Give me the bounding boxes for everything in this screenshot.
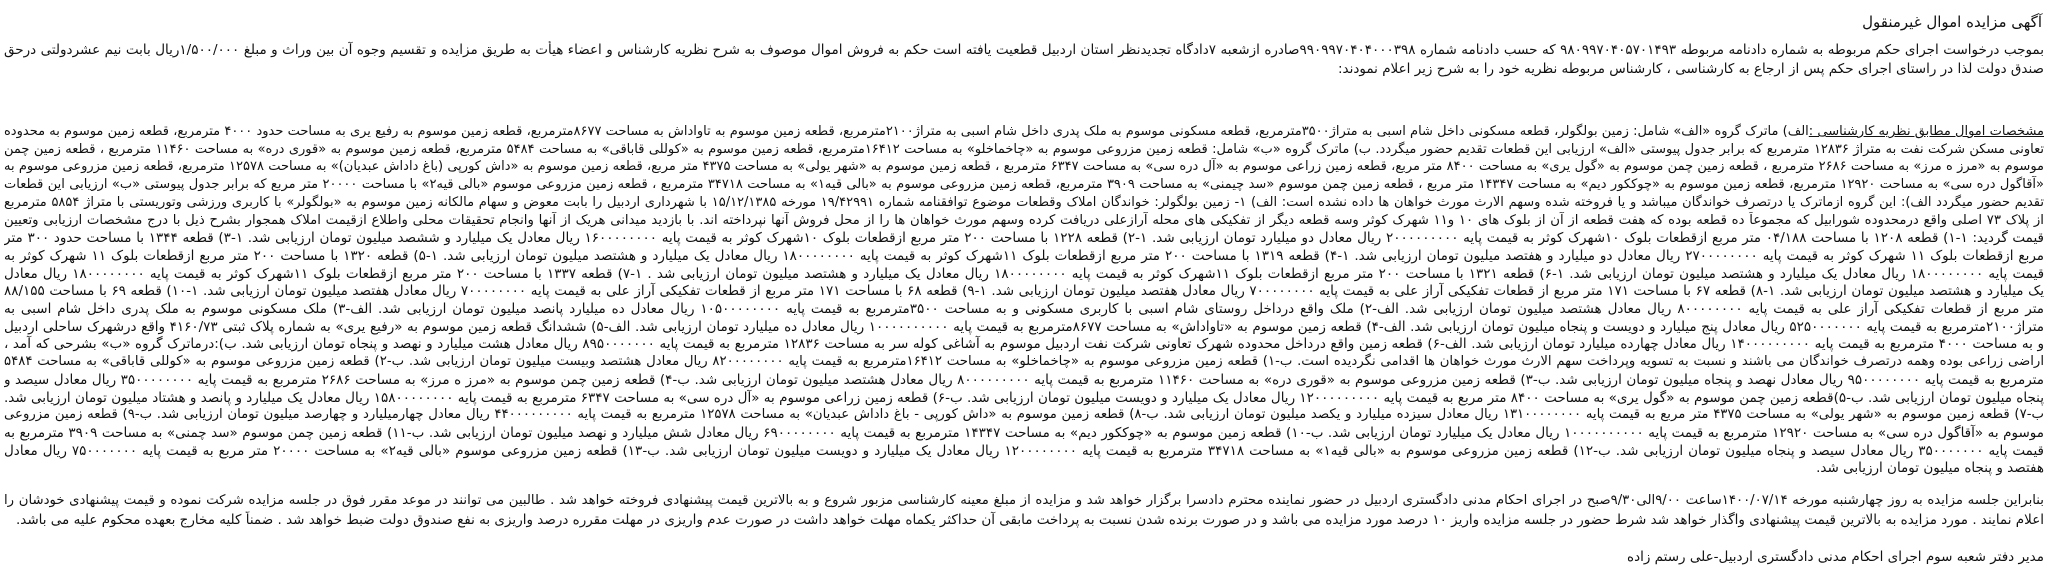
specs-line: اراضی زراعی بوده وهمه درتصرف خواندگان می باشند و نسبت به تسویه وپرداخت سهم الارث مورث خواهان ها اقدامی نگردیده است. ب-۱) قطعه زمین مزروعی موسوم به «چاخماخلو» به مساحت ۱۶۴۱۲مترمربع به قیمت پایه ۸۲۰۰۰۰۰۰۰۰ ریال معادل هشتصد وبیست میلیون تومان ارزیابی شد. ب-۲) قطعه زمین مزروعی موسوم به «کوللی قاباقی» به مساحت ۵۴۸۴ [4,354,2044,370]
specs-line: یک میلیارد و هشتصد میلیون تومان ارزیابی شد. ۱-۸) قطعه ۶۷ با مساحت ۱۷۱ متر مربع از قطعات تفکیکی آراز علی به قیمت پایه ۷۰۰۰۰۰۰۰۰ ریال معادل هفتصد میلیون تومان ارزیابی شد. ۱-۹) قطعه ۶۸ با مساحت ۱۷۱ متر مربع از قطعات تفکیکی آراز علی به قیمت پایه ۷۰۰۰۰۰۰۰۰ ریال معادل هفتصد میلیون تومان ارزیابی شد. ۱-۱۰) قطعه ۶۹ با مساحت ۸۸/۱۵۵ [4,283,2044,300]
specs-line: مربع ازقطعات بلوک ۱۱ شهرک کوثر به قیمت پایه ۲۷۰۰۰۰۰۰۰۰ ریال معادل دو میلیارد و هفتصد میلیون تومان ارزیابی شد. ۱-۴) قطعه ۱۳۱۹ با مساحت ۲۰۰ متر مربع ازقطعات بلوک ۱۱شهرک کوثر به قیمت پایه ۱۸۰۰۰۰۰۰۰۰ ریال معادل یک میلیارد و هشتصد میلیون تومان ارزیابی شد. ۱-۵) قطعه ۱۳۲۰ با مساحت ۲۰۰ متر مربع ازقطعات بلوک ۱۱ شهرک کوثر به [4,247,2044,264]
specs-line [4,123,2044,141]
specs-line: موسوم به «مرز ه مرز» به مساحت ۲۶۸۶ مترمربع ، قطعه زمین چمن موسوم به «گول یری» به مساحت ۸۴۰۰ متر مربع، قطعه زمین زراعی موسوم به «آل دره سی» به مساحت ۶۳۴۷ مترمربع ، قطعه زمین موسوم به «شهر یولی» به مساحت ۴۳۷۵ متر مربع، قطعه زمین موسوم به «داش کورپی (باغ داداش عبدیان)» به مساحت ۱۲۵۷۸ مترمربع، قطعه زمین مزروعی موسوم به [4,159,2044,175]
signature: مدیر دفتر شعبه سوم اجرای احکام مدنی دادگستری اردبیل-علی رستم زاده [1627,549,2044,565]
specs-line-text: الف) ماترک گروه «الف» شامل: زمین بولگولر، قطعه مسکونی داخل شام اسبی به متراژ۳۵۰۰مترمربع، قطعه مسکونی موسوم به ملک پدری داخل شام اسبی به متراژ۲۱۰۰مترمربع، قطعه زمین موسوم به تاواداش به مساحت ۸۶۷۷مترمربع، قطعه زمین موسوم به رفیع یری به مساحت حدود ۴۰۰۰ مترمربع، قطعه زمین موسوم به محدوده [4,124,1809,139]
specs-line: متر مربع از قطعات تفکیکی آراز علی به قیمت پایه ۸۰۰۰۰۰۰۰۰ ریال معادل هشتصد میلیون تومان ارزیابی شد. الف-۲) ملک واقع درداخل روستای شام اسبی با کاربری مسکونی و به مساحت ۳۵۰۰مترمربع به قیمت پایه ۱۰۵۰۰۰۰۰۰۰۰ ریال معادل ده میلیارد پانصد میلیون تومان ارزیابی شد. الف-۳) ملک مسکونی موسوم به ملک پدری داخل شام اسبی به [4,301,2044,317]
specs-line: ب-۷) قطعه زمین موسوم به «شهر یولی» به مساحت ۴۳۷۵ متر مربع به قیمت پایه ۱۳۱۰۰۰۰۰۰۰۰ ریال معادل سیزده میلیارد و یکصد میلیون تومان ارزیابی شد. ب-۸) قطعه زمین موسوم به «داش کورپی - باغ داداش عبدیان» به مساحت ۱۲۵۷۸ مترمربع به قیمت پایه ۴۴۰۰۰۰۰۰۰۰۰ ریال معادل چهارمیلیارد و چهارصد میلیون تومان ارزیابی شد. ب-۹) قطعه زمین مزروعی [4,407,2044,423]
specs-line: تعاونی مسکن شرکت نفت به متراژ ۱۲۸۳۶ مترمربع که برابر جدول پیوستی «الف» ارزیابی این قطعات تقدیم حضور میگردد. ب) ماترک گروه «ب» شامل: قطعه زمین مزروعی موسوم به «چاخماخلو» به مساحت ۱۶۴۱۲مترمربع، قطعه زمین موسوم به «کوللی قاباقی» به مساحت ۵۴۸۴ مترمربع، قطعه زمین موسوم به «قوری دره» به مساحت ۱۱۴۶۰ مترمربع ، قطعه زمین چمن [4,141,2044,157]
specs-line: قیمت گردید: ۱-۱) قطعه ۱۲۰۸ با مساحت ۰۴/۱۸۸ متر مربع ازقطعات بلوک ۱۰شهرک کوثر به قیمت پایه ۲۰۰۰۰۰۰۰۰۰ ریال معادل دو میلیارد تومان ارزیابی شد. ۱-۲) قطعه ۱۲۲۸ با مساحت ۲۰۰ متر مربع ازقطعات بلوک ۱۰شهرک کوثر به قیمت پایه ۱۶۰۰۰۰۰۰۰۰ ریال معادل یک میلیارد و ششصد میلیون تومان ارزیابی شد. ۱-۳) قطعه ۱۳۴۴ با مساحت حدود ۳۰۰ متر [4,230,2044,247]
specs-heading: مشخصات اموال مطابق نظریه کارشناسی : [1808,124,2044,139]
auction-line: اعلام نمایند . مورد مزایده به بالاترین قیمت پیشنهادی واگذار خواهد شد شرط حضور در جلسه مزایده واریز ۱۰ درصد مورد مزایده می باشد و در صورت برنده شدن نسبت به پرداخت مابقی آن حداکثر یکماه مهلت خواهد داشت در صورت عدم واریزی در مهلت مقرره درصد واریزی به نفع صندوق دولت ضبط خواهد شد . ضمناً کلیه مخارج بعهده محکوم علیه می باشد. [15,512,2044,528]
notice-title: آگهی مزایده اموال غیرمنقول [1862,13,2042,31]
specs-line: «آقاگول دره سی» به مساحت ۱۲۹۲۰ مترمربع، قطعه زمین موسوم به «چوککور دیم» به مساحت ۱۴۳۴۷ متر مربع ، قطعه زمین چمن موسوم «سد چیمنی» به مساحت ۳۹۰۹ مترمربع، قطعه زمین مزروعی موسوم به «بالی قیه۱» به مساحت ۳۴۷۱۸ مترمربع ، قطعه زمین مزروعی موسوم «بالی قیه۲» با مساحت ۲۰۰۰۰ متر مربع که برابر جدول پیوستی «ب» ارزیابی این قطعات [4,177,2044,193]
specs-line: موسوم به «آقاگول دره سی» به مساحت ۱۲۹۲۰ مترمربع به قیمت پایه ۱۰۰۰۰۰۰۰۰۰۰ ریال معادل یک میلیارد تومان ارزیابی شد. ب-۱۰) قطعه زمین موسوم به «چوککور دیم» به مساحت ۱۴۳۴۷ مترمربع به قیمت پایه ۶۹۰۰۰۰۰۰۰۰ ریال معادل شش میلیارد و نهصد میلیون تومان ارزیابی شد. ب-۱۱) قطعه زمین چمن موسوم «سد چمنی» به مساحت ۳۹۰۹ مترمربع به [4,424,2044,441]
intro-line: صندق دولت لذا در راستای اجرای حکم پس از ارجاع به کارشناسی ، کارشناس مربوطه نظریه خود را به شرح زیر اعلام نمودند: [1337,61,2044,77]
specs-line: متراژ۲۱۰۰مترمربع به قیمت پایه ۵۲۵۰۰۰۰۰۰۰ ریال معادل پنج میلیارد و دویست و پنجاه میلیون تومان ارزیابی شد. الف-۴) قطعه زمین موسوم به «تاواداش» به مساحت ۸۶۷۷مترمربع به قیمت پایه ۱۰۰۰۰۰۰۰۰۰۰ ریال معادل ده میلیارد تومان ارزیابی شد. الف-۵) ششدانگ قطعه زمین موسوم به «رفیع یری» به شماره پلاک ثبتی ۴۱۶۰/۷۳ واقع درشهرک ساحلی اردبیل [4,318,2044,335]
specs-line: قیمت پایه ۱۸۰۰۰۰۰۰۰۰ ریال معادل یک میلیارد و هشتصد میلیون تومان ارزیابی شد. ۱-۶) قطعه ۱۳۲۱ با مساحت ۲۰۰ متر مربع ازقطعات بلوک ۱۱شهرک کوثر به قیمت پایه ۱۸۰۰۰۰۰۰۰۰ ریال معادل یک میلیارد و هشتصد میلیون تومان ارزیابی شد . ۱-۷) قطعه ۱۳۳۷ با مساحت ۲۰۰ متر مربع ازقطعات بلوک ۱۱شهرک کوثر به قیمت پایه ۱۸۰۰۰۰۰۰۰۰ ریال معادل [4,265,2044,282]
specs-line: قیمت پایه ۳۵۰۰۰۰۰۰۰ ریال معادل سیصد و پنجاه میلیون تومان ارزیابی شد. ب-۱۲) قطعه زمین مزروعی موسوم به «بالی قیه۱» به مساحت ۳۴۷۱۸ مترمربع به قیمت پایه ۱۲۰۰۰۰۰۰۰۰ ریال معادل یک میلیارد و دویست میلیون تومان ارزیابی شد. ب-۱۳) قطعه زمین مزروعی موسوم «بالی قیه۲» به مساحت ۲۰۰۰۰ متر مربع به قیمت پایه ۷۵۰۰۰۰۰۰۰ ریال معادل [4,442,2044,459]
specs-line: پنجاه میلیون تومان ارزیابی شد. ب-۵)قطعه زمین چمن موسوم به «گول یری» به مساحت ۸۴۰۰ متر مربع به قیمت پایه ۱۲۰۰۰۰۰۰۰۰۰ ریال معادل یک میلیارد و دویست میلیون تومان ارزیابی شد. ب-۶) قطعه زمین زراعی موسوم به «آل دره سی» به مساحت ۶۳۴۷ مترمربع به قیمت پایه ۱۵۸۰۰۰۰۰۰۰۰ ریال معادل یک میلیارد و پانصد و هشتاد میلیون تومان ارزیابی شد. [4,389,2044,406]
intro-line: بموجب درخواست اجرای حکم مربوطه به شماره دادنامه مربوطه ۹۸۰۹۹۷۰۴۰۵۷۰۱۴۹۳ که حسب دادنامه شماره ۹۹۰۹۹۷۰۴۰۴۰۰۰۳۹۸صادره ازشعبه ۷دادگاه تجدیدنظر استان اردبیل قطعیت یافته است حکم به فروش اموال موصوف به شرح نظریه کارشناس و اعضاء هیأت به طریق مزایده و تقسیم وجوه آن بین وراث و مبلغ ۱/۵۰۰/۰۰۰ریال بابت نیم عشردولتی درحق [4,42,2044,58]
specs-line: تقدیم حضور میگردد الف): این گروه ازماترک یا درتصرف خواندگان میباشد و یا فروخته شده وسهم الارث مورث خواهان ها داده نشده است: الف) ۱- زمین بولگولر: خواندگان املاک وقطعات موضوع توافقنامه شماره ۱۹/۴۲۹۹۱ مورخه ۱۵/۱۲/۱۳۸۵ با شهرداری اردبیل را بابت معوض و سهام مالکانه زمین موسوم به «بولگولر» با کاربری ورزشی وتوریستی با متراژ ۵۸۵۴ مترمربع [4,194,2044,210]
auction-line: بنابراین جلسه مزایده به روز چهارشنبه مورخه ۱۴۰۰/۰۷/۱۴ساعت ۹/۰۰الی۹/۳۰صبح در اجرای احکام مدنی دادگستری اردبیل در حضور نماینده محترم دادسرا برگزار خواهد شد و مزایده از مبلغ معینه کارشناسی مزبور شروع و به بالاترین قیمت پیشنهادی فروخته خواهد شد . طالبین می توانند در موعد مقرر فوق در جلسه مزایده شرکت نموده و قیمت پیشنهادی خودشان را [4,493,2044,508]
specs-line: و به مساحت ۴۰۰۰ مترمربع به قیمت پایه ۱۴۰۰۰۰۰۰۰۰۰ ریال معادل چهارده میلیارد تومان ارزیابی شد. الف-۶) قطعه زمین واقع درداخل محدوده شهرک تعاونی شرکت نفت اردبیل موسوم به آشاغی کوله سر به مساحت ۱۲۸۳۶ مترمربع به قیمت پایه ۸۹۵۰۰۰۰۰۰۰ ریال معادل هشت میلیارد و نهصد و پنجاه تومان ارزیابی شد. ب):درماترک گروه «ب» بشرحی که آمد ، [4,336,2044,353]
specs-line: از پلاک ۷۳ اصلی واقع درمحدوده شورابیل که مجموعاً ده قطعه بوده که هفت قطعه از آن از بلوک های ۱۰ و۱۱ شهرک کوثر وسه قطعه دیگر از تفکیکی های محله آرازعلی دریافت کرده وسهم مورث خواهان ها را از محل فروش آنها نپرداخته اند. با بازدید میدانی هریک از آنها وانجام تحقیقات محلی واطلاع ازقیمت املاک همجوار بشرح ذیل با درج مشخصات ارزیابی وتعیین [4,212,2044,228]
specs-line: مترمربع به قیمت پایه ۹۵۰۰۰۰۰۰۰۰ ریال معادل نهصد و پنجاه میلیون تومان ارزیابی شد. ب-۳) قطعه زمین مزروعی موسوم به «قوری دره» به مساحت ۱۱۴۶۰ مترمربع به قیمت پایه ۸۰۰۰۰۰۰۰۰۰ ریال معادل هشتصد میلیون تومان ارزیابی شد. ب-۴) قطعه زمین چمن موسوم به «مرز ه مرز» به مساحت ۲۶۸۶ مترمربع به قیمت پایه ۳۵۰۰۰۰۰۰۰۰ ریال معادل سیصد و [4,371,2044,388]
specs-line: هفتصد و پنجاه میلیون تومان ارزیابی شد. [1816,460,2044,477]
